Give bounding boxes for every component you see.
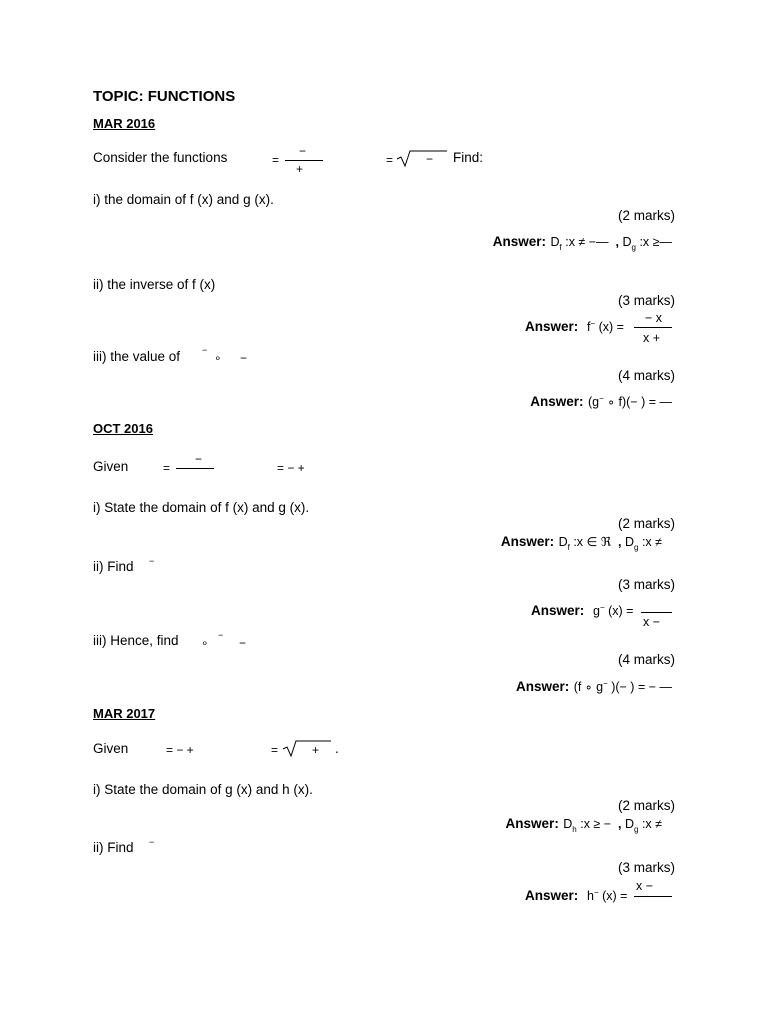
question-text: ii) the inverse of f (x) (93, 277, 216, 292)
answer-label: Answer: (505, 816, 559, 831)
page-title: TOPIC: FUNCTIONS (93, 88, 236, 105)
question-text: iii) the value of (93, 349, 181, 364)
intro-text: Given (93, 459, 129, 474)
superscript: − (202, 345, 208, 355)
minus-sign: − (240, 351, 248, 365)
answer-math: h− (x) = (587, 888, 628, 903)
superscript: − (149, 837, 155, 847)
answer-line (530, 393, 672, 411)
fraction-numerator: − (299, 144, 307, 158)
answer-math: (f ∘ g− )(− ) = − — (573, 679, 672, 694)
fraction-denominator: x − (643, 615, 661, 629)
square-root-icon (397, 148, 447, 168)
answer-label: Answer: (525, 319, 579, 334)
answer-math: $D_f$ :x ≠ −— , $D_g$ :x ≥— (550, 235, 672, 252)
fraction-bar (634, 896, 672, 897)
answer-line (493, 233, 672, 251)
intro-find-text: Find: (453, 150, 484, 165)
section-heading-mar-2017: MAR 2017 (93, 706, 156, 721)
fraction-bar (641, 612, 672, 613)
answer-label: Answer: (530, 394, 584, 409)
answer-label: Answer: (525, 888, 579, 903)
answer-label: Answer: (492, 234, 547, 249)
equals-sign: = (163, 461, 171, 475)
marks-label: (4 marks) (618, 368, 675, 383)
section-heading-mar-2016: MAR 2016 (93, 116, 156, 131)
fraction-bar (634, 327, 672, 328)
math-expression: = − + (166, 743, 194, 757)
equals-sign: = (271, 743, 279, 757)
question-text: ii) Find (93, 840, 134, 855)
answer-math: (g− ∘ f)(− ) = — (587, 394, 672, 409)
answer-math: $D_f$ :x ∈ ℜ , $D_g$ :x ≠ (558, 535, 662, 552)
radicand: + (312, 743, 320, 757)
equals-sign: = (386, 153, 394, 167)
fraction-bar (176, 468, 214, 469)
intro-text: Consider the functions (93, 150, 228, 165)
math-expression: = − + (277, 461, 305, 475)
fraction-denominator: x + (643, 331, 661, 345)
equals-sign: = (272, 153, 280, 167)
fraction-numerator: − (195, 452, 203, 466)
question-text: i) State the domain of f (x) and g (x). (93, 500, 310, 515)
composition-symbol: ∘ (201, 636, 209, 650)
question-text: i) the domain of f (x) and g (x). (93, 192, 274, 207)
answer-math: $D_h$ :x ≥ − , $D_g$ :x ≠ (563, 817, 662, 834)
superscript: − (218, 630, 224, 640)
fraction-numerator: − x (645, 311, 663, 325)
fraction-numerator: x − (636, 879, 654, 893)
answer-label: Answer: (531, 603, 585, 618)
superscript: − (149, 556, 155, 566)
question-text: iii) Hence, find (93, 633, 179, 648)
marks-label: (4 marks) (618, 652, 675, 667)
minus-sign: − (239, 636, 247, 650)
question-text: ii) Find (93, 559, 134, 574)
answer-line (506, 815, 662, 833)
marks-label: (3 marks) (618, 577, 675, 592)
answer-line (501, 533, 662, 551)
answer-line (516, 678, 672, 696)
radicand: − (426, 152, 434, 166)
answer-math: g− (x) = (593, 603, 634, 618)
intro-period: . (335, 741, 339, 756)
marks-label: (2 marks) (618, 798, 675, 813)
marks-label: (2 marks) (618, 516, 675, 531)
square-root-icon (283, 738, 333, 758)
marks-label: (2 marks) (618, 208, 675, 223)
marks-label: (3 marks) (618, 860, 675, 875)
question-text: i) State the domain of g (x) and h (x). (93, 782, 313, 797)
answer-label: Answer: (515, 679, 570, 694)
answer-math: f− (x) = (587, 319, 624, 334)
fraction-denominator: + (296, 162, 304, 176)
composition-symbol: ∘ (214, 351, 222, 365)
section-heading-oct-2016: OCT 2016 (93, 421, 153, 436)
answer-label: Answer: (500, 534, 555, 549)
marks-label: (3 marks) (618, 293, 675, 308)
intro-text: Given (93, 741, 129, 756)
fraction-bar (285, 160, 323, 161)
